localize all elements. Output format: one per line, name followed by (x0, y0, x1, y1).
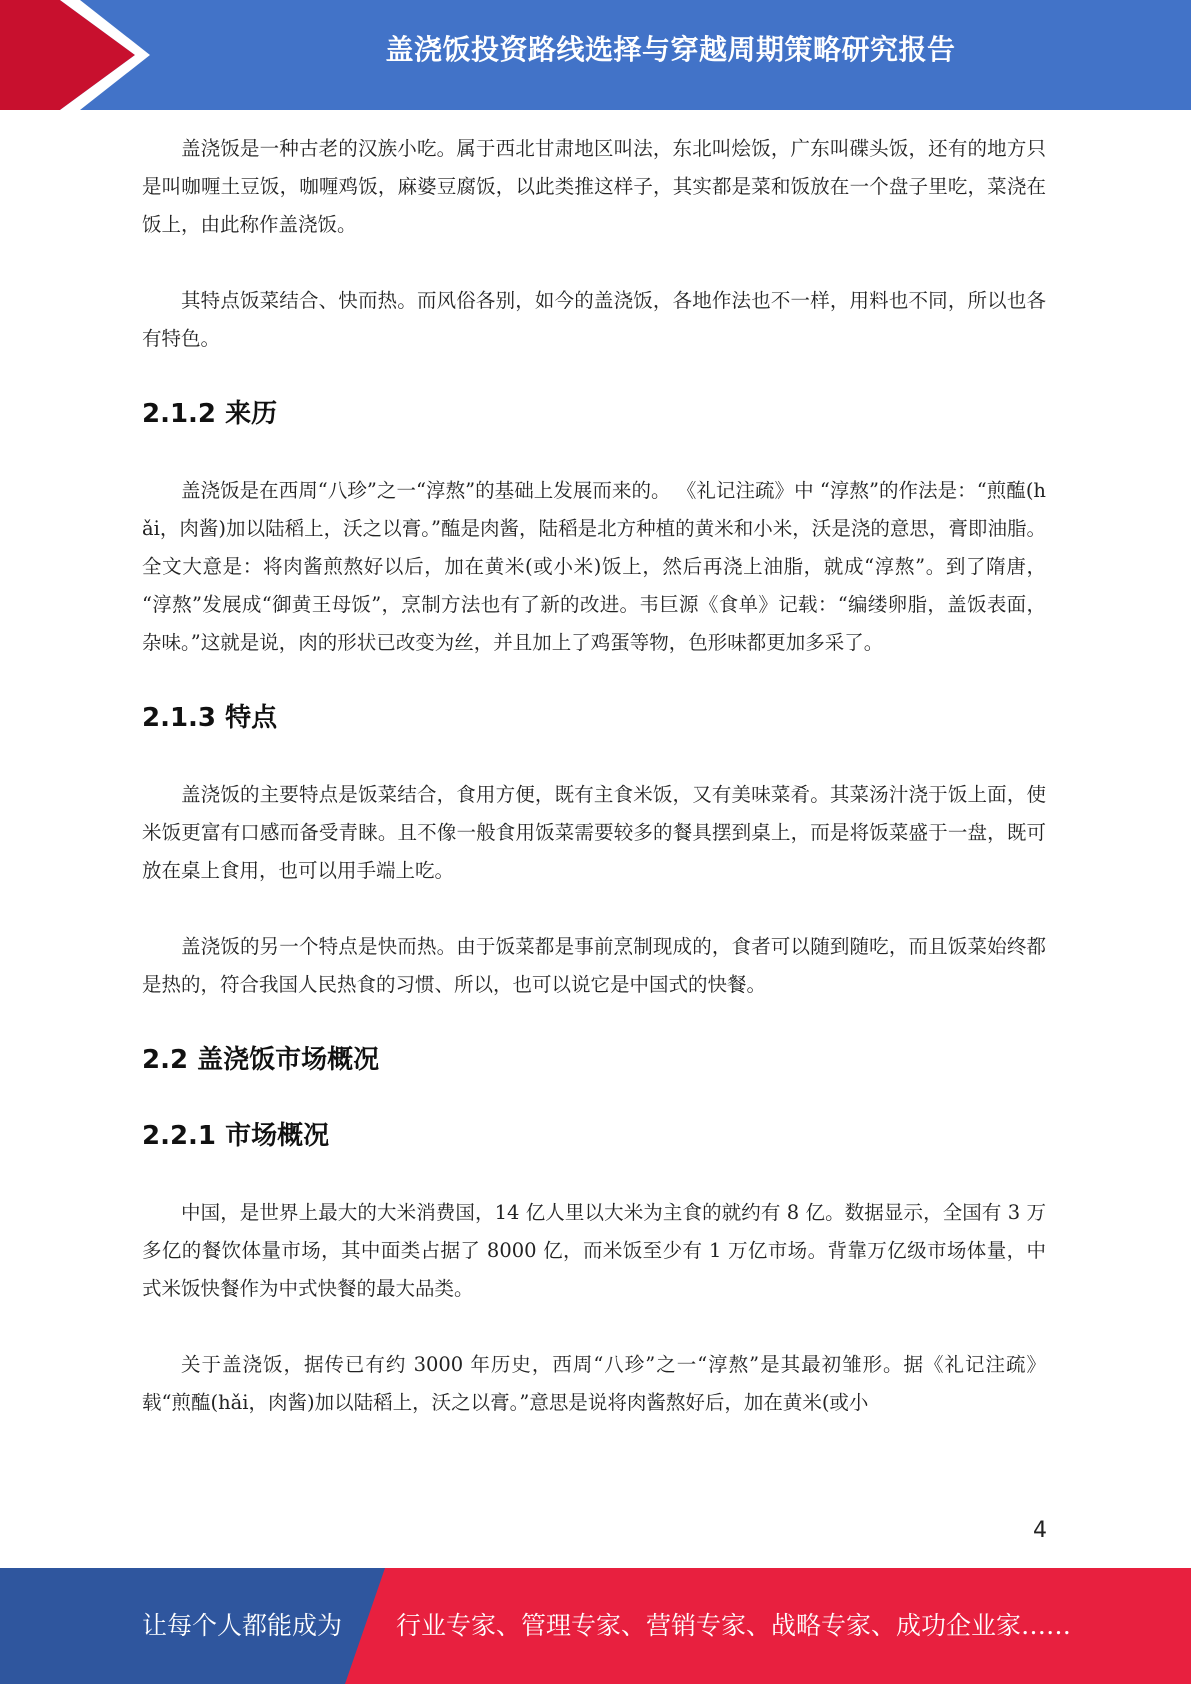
heading-2-2: 2.2 盖浇饭市场概况 (142, 1045, 380, 1075)
heading-2-1-2: 2.1.2 来历 (142, 399, 278, 429)
footer-slogan-right: 行业专家、管理专家、营销专家、战略专家、成功企业家…… (396, 1611, 1072, 1640)
page-footer (0, 1568, 1191, 1684)
footer-slogan-left: 让每个人都能成为 (142, 1611, 343, 1640)
feature-paragraph-1: 盖浇饭的主要特点是饭菜结合，食用方便，既有主食米饭，又有美味菜肴。其菜汤汁浇于饭上面，使米饭更富有口感而备受青睐。且不像一般食用饭菜需要较多的餐具摆到桌上，而是将饭菜盛于一盘，既可放在桌上食用，也可以用手端上吃。 (142, 783, 1046, 882)
page-number: 4 (1033, 1518, 1047, 1543)
report-title: 盖浇饭投资路线选择与穿越周期策略研究报告 (385, 33, 956, 66)
intro-paragraph-1: 盖浇饭是一种古老的汉族小吃。属于西北甘肃地区叫法，东北叫烩饭，广东叫碟头饭，还有的地方只是叫咖喱土豆饭，咖喱鸡饭，麻婆豆腐饭，以此类推这样子，其实都是菜和饭放在一个盘子里吃，菜浇在饭上，由此称作盖浇饭。 (142, 137, 1046, 236)
intro-paragraph-2: 其特点饭菜结合、快而热。而风俗各别，如今的盖浇饭，各地作法也不一样，用料也不同，所以也各有特色。 (142, 289, 1046, 350)
history-paragraph: 盖浇饭是在西周“八珍”之一“淳熬”的基础上发展而来的。 《礼记注疏》中 “淳熬”的作法是：“煎醢(hǎi，肉酱)加以陆稻上，沃之以膏。”醢是肉酱，陆稻是北方种植的黄米和小米，沃是浇的意思，膏即油脂。全文大意是：将肉酱煎熬好以后，加在黄米(或小米)饭上，然后再浇上油脂，就成“淳熬”。到了隋唐， “淳熬”发展成“御黄王母饭”，烹制方法也有了新的改进。韦巨源《食单》记载：“编缕卵脂，盖饭表面，杂味。”这就是说，肉的形状已改变为丝，并且加上了鸡蛋等物，色形味都更加多采了。 (142, 479, 1046, 654)
market-paragraph-2: 关于盖浇饭，据传已有约 3000 年历史，西周“八珍”之一“淳熬”是其最初雏形。据《礼记注疏》载“煎醢(hǎi，肉酱)加以陆稻上，沃之以膏。”意思是说将肉酱熬好后，加在黄米(或小 (142, 1353, 1046, 1414)
document-body (142, 130, 1046, 1460)
page-header (0, 0, 1191, 110)
market-paragraph-1: 中国，是世界上最大的大米消费国，14 亿人里以大米为主食的就约有 8 亿。数据显示，全国有 3 万多亿的餐饮体量市场，其中面类占据了 8000 亿，而米饭至少有 1 万亿市场。背靠万亿级市场体量，中式米饭快餐作为中式快餐的最大品类。 (142, 1201, 1046, 1300)
header-arrow-decoration (0, 0, 160, 110)
heading-2-1-3: 2.1.3 特点 (142, 703, 278, 733)
feature-paragraph-2: 盖浇饭的另一个特点是快而热。由于饭菜都是事前烹制现成的，食者可以随到随吃，而且饭菜始终都是热的，符合我国人民热食的习惯、所以，也可以说它是中国式的快餐。 (142, 935, 1046, 996)
heading-2-2-1: 2.2.1 市场概况 (142, 1121, 330, 1151)
